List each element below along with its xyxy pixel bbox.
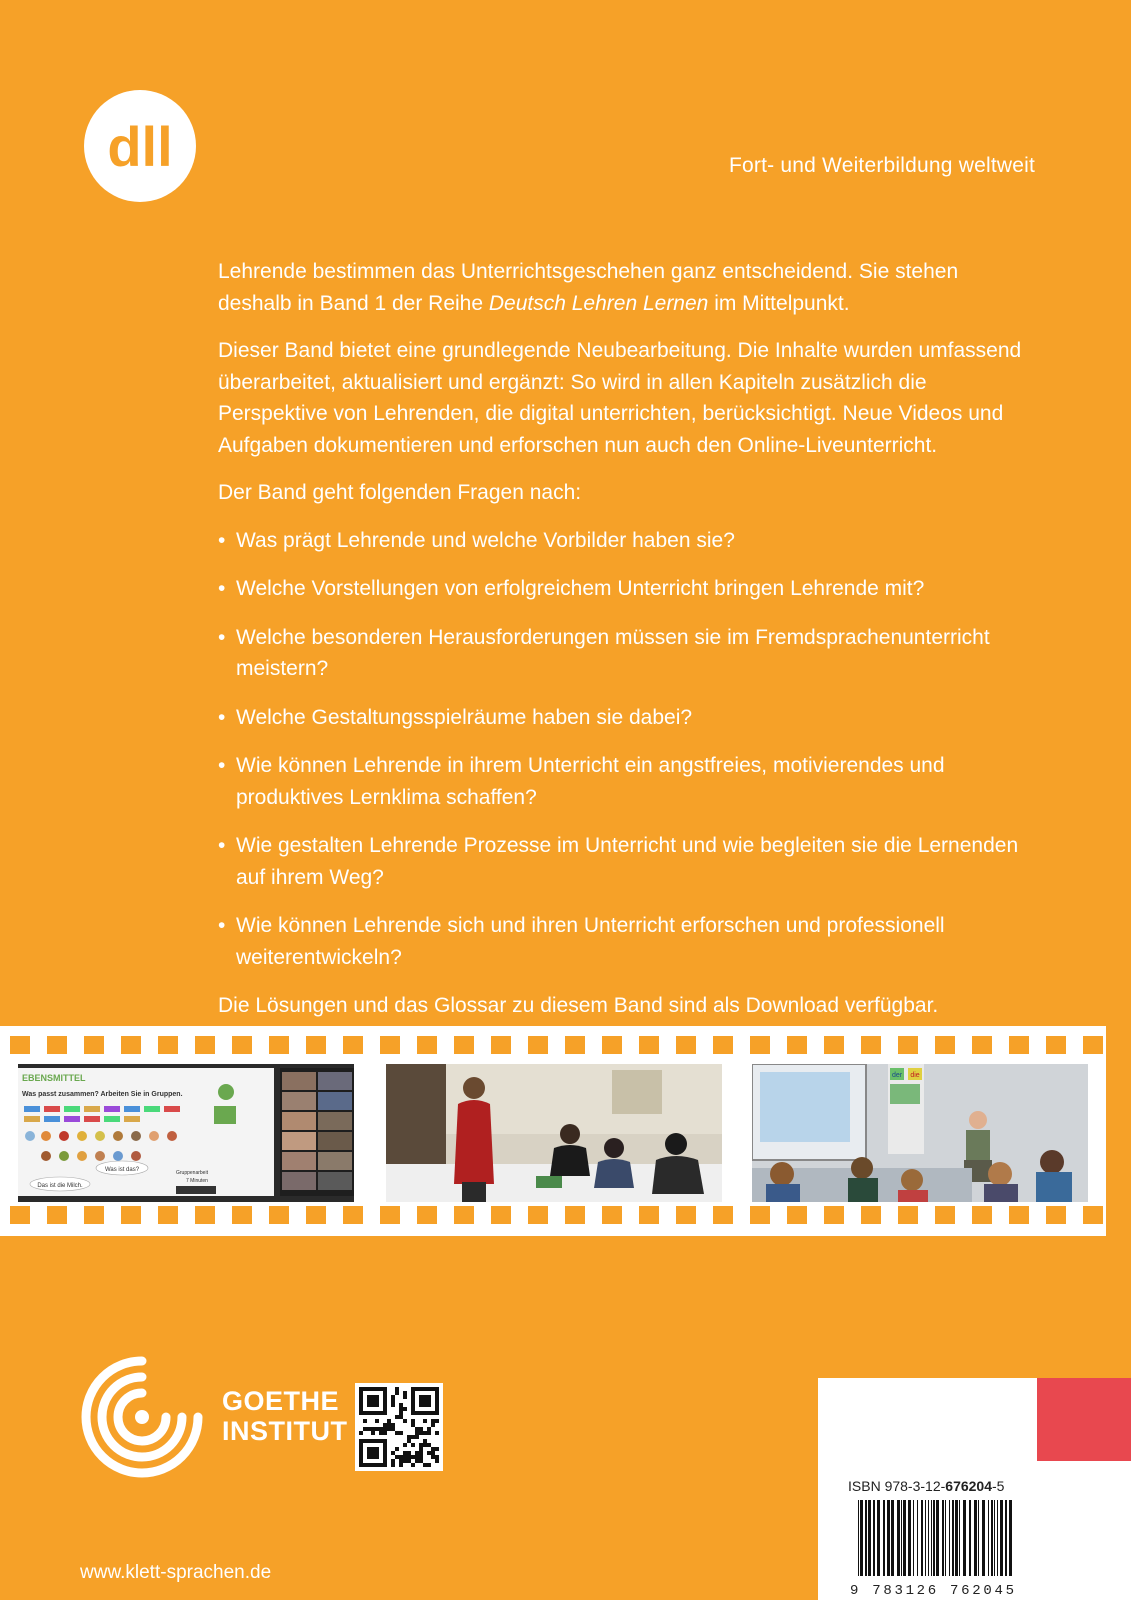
photo-teacher-presenting bbox=[386, 1064, 722, 1202]
list-item: • Wie können Lehrende in ihrem Unterricht ein angstfreies, motivierendes und produktives Lernklima schaffen? bbox=[218, 750, 1033, 813]
list-item: • Welche Vorstellungen von erfolgreichem Unterricht bringen Lehrende mit? bbox=[218, 573, 1033, 605]
sprocket-hole bbox=[787, 1206, 807, 1224]
intro-paragraph bbox=[218, 256, 1033, 319]
intro-text: Lehrende bestimmen das Unterrichtsgeschehen ganz entscheidend. Sie stehen deshalb in Band 1 der Reihe bbox=[218, 260, 959, 315]
sprocket-hole bbox=[84, 1206, 104, 1224]
sprocket-hole bbox=[158, 1206, 178, 1224]
sprocket-hole bbox=[10, 1206, 30, 1224]
sprocket-hole bbox=[639, 1206, 659, 1224]
questions-intro: Der Band geht folgenden Fragen nach: bbox=[218, 481, 582, 504]
sprocket-hole bbox=[269, 1206, 289, 1224]
sprocket-hole bbox=[195, 1206, 215, 1224]
download-note: Die Lösungen und das Glossar zu diesem Band sind als Download verfügbar. bbox=[218, 994, 939, 1017]
sprocket-hole bbox=[343, 1036, 363, 1054]
publisher-website[interactable]: www.klett-sprachen.de bbox=[80, 1562, 272, 1583]
screen-task: Was passt zusammen? Arbeiten Sie in Gruppen. bbox=[22, 1091, 183, 1098]
sprocket-hole bbox=[972, 1036, 992, 1054]
sprocket-hole bbox=[713, 1206, 733, 1224]
sprocket-hole bbox=[750, 1036, 770, 1054]
questions-list bbox=[218, 525, 1033, 974]
sprocket-hole bbox=[565, 1036, 585, 1054]
series-title: Deutsch Lehren Lernen bbox=[488, 291, 709, 315]
qr-code[interactable] bbox=[355, 1383, 443, 1471]
ean-barcode bbox=[848, 1500, 1018, 1596]
barcode-digits: 9 783126 762045 bbox=[850, 1583, 1014, 1596]
sprocket-hole bbox=[491, 1036, 511, 1054]
sprocket-row-top bbox=[0, 1036, 1106, 1056]
sprocket-hole bbox=[565, 1206, 585, 1224]
sprocket-row-bottom bbox=[0, 1206, 1106, 1226]
sprocket-hole bbox=[750, 1206, 770, 1224]
sprocket-hole bbox=[380, 1036, 400, 1054]
isbn-bold: 676204 bbox=[945, 1478, 992, 1494]
sprocket-hole bbox=[121, 1036, 141, 1054]
sprocket-hole bbox=[232, 1036, 252, 1054]
sprocket-hole bbox=[195, 1036, 215, 1054]
sprocket-hole bbox=[528, 1036, 548, 1054]
sprocket-hole bbox=[602, 1036, 622, 1054]
sprocket-hole bbox=[121, 1206, 141, 1224]
list-item: • Welche besonderen Herausforderungen müssen sie im Fremdsprachenunterricht meistern? bbox=[218, 622, 1033, 685]
sprocket-hole bbox=[602, 1206, 622, 1224]
sprocket-hole bbox=[454, 1036, 474, 1054]
sprocket-hole bbox=[861, 1206, 881, 1224]
goethe-institut-wordmark bbox=[222, 1386, 348, 1446]
sprocket-hole bbox=[972, 1206, 992, 1224]
sprocket-hole bbox=[269, 1036, 289, 1054]
sprocket-hole bbox=[713, 1036, 733, 1054]
sprocket-hole bbox=[528, 1206, 548, 1224]
wall-card-die: die bbox=[910, 1072, 920, 1079]
revision-paragraph: Dieser Band bietet eine grundlegende Neubearbeitung. Die Inhalte wurden umfassend überarbeitet, aktualisiert und ergänzt: So wird in allen Kapiteln zusätzlich die Perspektive von Lehrenden, die digital unterrichten, berücksichtigt. Neue Videos und Aufgaben dokumentieren und erforschen nun auch den Online-Liveunterricht. bbox=[218, 339, 1022, 457]
sprocket-hole bbox=[898, 1036, 918, 1054]
sprocket-hole bbox=[158, 1036, 178, 1054]
sprocket-hole bbox=[1009, 1036, 1029, 1054]
color-block bbox=[1037, 1378, 1131, 1461]
sprocket-hole bbox=[1083, 1206, 1103, 1224]
sprocket-hole bbox=[824, 1206, 844, 1224]
dll-logo-text: dll bbox=[107, 115, 173, 178]
sprocket-hole bbox=[417, 1036, 437, 1054]
sprocket-hole bbox=[935, 1036, 955, 1054]
isbn-prefix: ISBN 978-3-12- bbox=[848, 1478, 946, 1494]
goethe-line-1: GOETHE bbox=[222, 1386, 340, 1416]
sprocket-hole bbox=[306, 1206, 326, 1224]
sprocket-hole bbox=[306, 1036, 326, 1054]
sprocket-hole bbox=[84, 1036, 104, 1054]
sprocket-hole bbox=[676, 1036, 696, 1054]
sprocket-hole bbox=[676, 1206, 696, 1224]
group-work-label: Gruppenarbeit bbox=[176, 1170, 208, 1176]
list-item: • Wie können Lehrende sich und ihren Unterricht erforschen und professionell weiterentwickeln? bbox=[218, 910, 1033, 973]
sprocket-hole bbox=[1009, 1206, 1029, 1224]
goethe-institut-logo bbox=[80, 1355, 204, 1479]
list-item: • Wie gestalten Lehrende Prozesse im Unterricht und wie begleiten sie die Lernenden auf ihrem Weg? bbox=[218, 830, 1033, 893]
sprocket-hole bbox=[898, 1206, 918, 1224]
intro-text-end: im Mittelpunkt. bbox=[708, 291, 850, 315]
sprocket-hole bbox=[454, 1206, 474, 1224]
sprocket-hole bbox=[10, 1036, 30, 1054]
list-item: • Welche Gestaltungsspielräume haben sie dabei? bbox=[218, 702, 1033, 734]
dll-logo bbox=[84, 90, 196, 202]
film-strip bbox=[0, 1026, 1106, 1236]
speech-bubble-answer: Das ist die Milch. bbox=[37, 1183, 83, 1189]
sprocket-hole bbox=[47, 1036, 67, 1054]
goethe-line-2: INSTITUT bbox=[222, 1416, 348, 1446]
sprocket-hole bbox=[787, 1036, 807, 1054]
list-item: • Was prägt Lehrende und welche Vorbilder haben sie? bbox=[218, 525, 1033, 557]
series-tagline: Fort- und Weiterbildung weltweit bbox=[729, 154, 1035, 177]
isbn-suffix: -5 bbox=[992, 1478, 1005, 1494]
sprocket-hole bbox=[1046, 1206, 1066, 1224]
group-work-time: 7 Minuten bbox=[186, 1178, 208, 1184]
isbn-number bbox=[848, 1478, 1004, 1494]
screen-header: EBENSMITTEL bbox=[22, 1073, 86, 1083]
back-cover-text bbox=[218, 256, 1033, 1038]
sprocket-hole bbox=[343, 1206, 363, 1224]
sprocket-hole bbox=[1046, 1036, 1066, 1054]
dll-logo-mark bbox=[84, 90, 196, 202]
photo-online-lesson bbox=[18, 1064, 354, 1202]
sprocket-hole bbox=[417, 1206, 437, 1224]
sprocket-hole bbox=[639, 1036, 659, 1054]
sprocket-hole bbox=[861, 1036, 881, 1054]
sprocket-hole bbox=[47, 1206, 67, 1224]
sprocket-hole bbox=[1083, 1036, 1103, 1054]
photo-classroom-whiteboard bbox=[752, 1064, 1088, 1202]
sprocket-hole bbox=[380, 1206, 400, 1224]
sprocket-hole bbox=[824, 1036, 844, 1054]
sprocket-hole bbox=[491, 1206, 511, 1224]
wall-card-der: der bbox=[891, 1072, 903, 1079]
sprocket-hole bbox=[232, 1206, 252, 1224]
speech-bubble-question: Was ist das? bbox=[104, 1167, 140, 1173]
sprocket-hole bbox=[935, 1206, 955, 1224]
